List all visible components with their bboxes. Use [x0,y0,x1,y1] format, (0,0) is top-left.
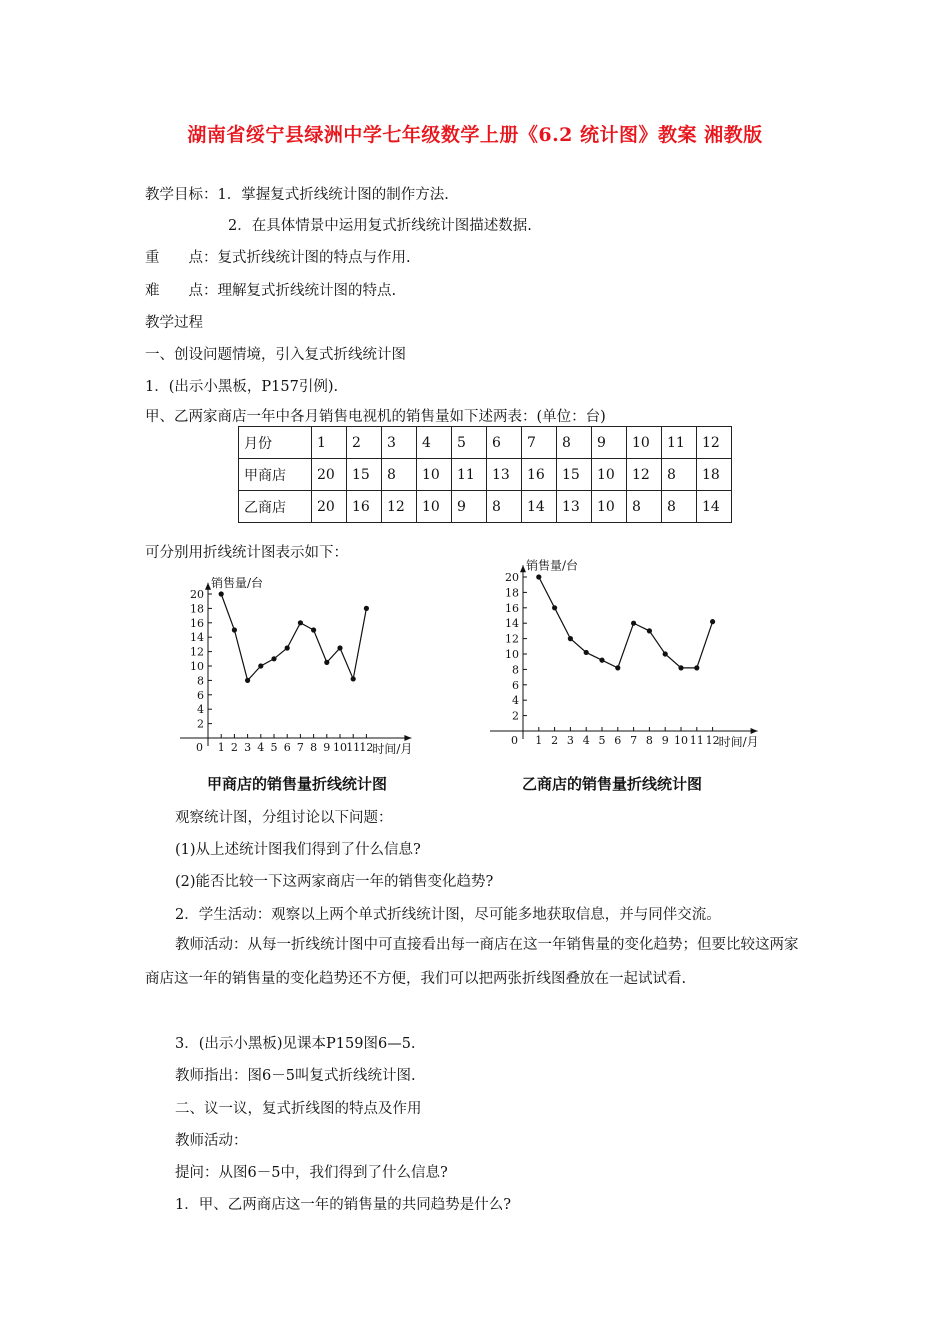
y-tick-label: 4 [197,703,204,717]
data-point [258,663,263,668]
table-header-label: 月份 [239,427,312,459]
teacher-point: 教师指出：图6－5叫复式折线统计图. [175,1068,416,1084]
table-cell: 16 [347,491,382,523]
data-point [552,605,557,610]
data-point [647,628,652,633]
y-tick-label: 12 [505,632,519,646]
data-point [694,665,699,670]
x-tick-label: 4 [582,734,590,747]
table-cell: 11 [452,459,487,491]
x-tick-label: 7 [296,741,304,754]
x-tick-label: 3 [566,734,574,747]
data-point [615,665,620,670]
x-tick-label: 5 [270,741,278,754]
table-cell: 20 [312,459,347,491]
data-point [285,645,290,650]
y-tick-label: 18 [190,602,204,616]
chart-jia-caption: 甲商店的销售量折线统计图 [207,775,388,793]
table-cell: 18 [697,459,732,491]
data-point [568,636,573,641]
table-intro: 甲、乙两家商店一年中各月销售电视机的销售量如下述两表：(单位：台) [145,409,606,425]
data-point [710,619,715,624]
data-point [311,627,316,632]
table-cell: 8 [557,427,592,459]
y-tick-label: 10 [505,648,519,661]
y-tick-label: 16 [190,616,204,630]
y-tick-label: 8 [197,674,204,688]
data-point [219,591,224,596]
table-cell: 16 [522,459,557,491]
x-tick-label: 1 [217,741,225,754]
table-cell: 1 [312,427,347,459]
x-tick-label: 12 [705,734,720,747]
y-tick-label: 10 [190,660,204,673]
question-2: (2)能否比较一下这两家商店一年的销售变化趋势? [175,874,494,890]
y-tick-label: 12 [190,645,204,659]
data-point [337,645,342,650]
x-tick-label: 4 [257,741,265,754]
y-tick-label: 2 [512,709,519,723]
y-tick-label: 16 [505,601,519,615]
table-cell: 10 [627,427,662,459]
y-tick-label: 6 [197,688,204,702]
step-1: 1．(出示小黑板，P157引例). [145,379,339,395]
row-label: 乙商店 [239,491,312,523]
y-tick-label: 14 [190,631,204,645]
sales-table [238,426,732,523]
data-point [536,574,541,579]
x-tick-label: 12 [359,741,374,754]
x-tick-label: 9 [323,741,331,754]
objective-2: 2．在具体情景中运用复式折线统计图描述数据. [228,218,532,234]
question-prompt: 提问：从图6－5中，我们得到了什么信息? [175,1165,448,1181]
table-cell: 9 [592,427,627,459]
table-cell: 13 [557,491,592,523]
x-tick-label: 8 [310,741,318,754]
origin-label: 0 [511,734,518,747]
x-tick-label: 7 [630,734,638,747]
data-point [663,651,668,656]
data-point [631,621,636,626]
table-cell: 12 [382,491,417,523]
y-tick-label: 20 [190,588,204,601]
data-point [364,606,369,611]
x-tick-label: 10 [674,734,688,747]
table-cell: 10 [417,459,452,491]
table-cell: 3 [382,427,417,459]
table-cell: 11 [662,427,697,459]
table-cell: 10 [417,491,452,523]
table-cell: 15 [557,459,592,491]
table-cell: 7 [522,427,557,459]
y-axis-label: 销售量/台 [526,558,579,573]
data-point [245,678,250,683]
x-tick-label: 2 [551,734,559,747]
table-cell: 13 [487,459,522,491]
row-label: 甲商店 [239,459,312,491]
data-point [324,660,329,665]
objectives-line: 教学目标：1．掌握复式折线统计图的制作方法. [145,187,449,203]
series-line [539,577,713,668]
question-common-trend: 1．甲、乙两商店这一年的销售量的共同趋势是什么? [175,1197,511,1213]
section-2-heading: 二、议一议，复式折线图的特点及作用 [175,1101,422,1117]
teacher-activity-2: 教师活动： [175,1133,248,1149]
x-tick-label: 6 [614,734,622,747]
x-tick-label: 8 [645,734,653,747]
table-row [239,491,732,523]
table-cell: 10 [592,491,627,523]
data-point [271,656,276,661]
x-tick-label: 2 [230,741,238,754]
process-heading: 教学过程 [145,315,203,331]
chart-yi-caption: 乙商店的销售量折线统计图 [522,775,703,793]
student-activity: 2．学生活动：观察以上两个单式折线统计图，尽可能多地获取信息，并与同伴交流。 [175,907,721,923]
x-tick-label: 5 [598,734,606,747]
table-cell: 5 [452,427,487,459]
x-tick-label: 3 [244,741,252,754]
y-tick-label: 18 [505,586,519,600]
series-line [221,594,366,680]
x-tick-label: 11 [689,734,704,747]
difficulty: 难 点：理解复式折线统计图的特点. [145,283,397,299]
data-point [678,665,683,670]
table-cell: 10 [592,459,627,491]
x-axis-arrow [751,728,758,734]
table-cell: 8 [382,459,417,491]
table-cell: 6 [487,427,522,459]
table-cell: 2 [347,427,382,459]
x-tick-label: 9 [661,734,669,747]
data-point [599,658,604,663]
origin-label: 0 [196,741,203,754]
x-tick-label: 10 [333,741,347,754]
observe-text: 观察统计图，分组讨论以下问题： [175,810,393,826]
y-tick-label: 6 [512,678,519,692]
table-cell: 12 [627,459,662,491]
table-row [239,459,732,491]
x-tick-label: 1 [535,734,543,747]
question-1: (1)从上述统计图我们得到了什么信息? [175,842,421,858]
y-tick-label: 20 [505,571,519,584]
data-point [584,650,589,655]
x-tick-label: 6 [283,741,291,754]
table-cell: 20 [312,491,347,523]
x-axis-arrow [404,735,411,741]
y-tick-label: 2 [197,717,204,731]
table-header-row [239,427,732,459]
data-point [298,620,303,625]
table-cell: 4 [417,427,452,459]
table-cell: 8 [662,491,697,523]
table-cell: 14 [697,491,732,523]
document-title: 湖南省绥宁县绿洲中学七年级数学上册《6.2 统计图》教案 湘教版 [187,124,763,146]
section-1-heading: 一、创设问题情境，引入复式折线统计图 [145,347,406,363]
table-cell: 8 [627,491,662,523]
x-axis-label: 时间/月 [372,742,413,756]
x-tick-label: 11 [346,741,361,754]
x-axis-label: 时间/月 [718,735,759,749]
chart-yi [490,555,780,760]
step-3: 3．(出示小黑板)见课本P159图6—5. [175,1036,416,1052]
teacher-activity: 教师活动：从每一折线统计图中可直接看出每一商店在这一年销售量的变化趋势；但要比较这两家商店这一年的销售量的变化趋势还不方便，我们可以把两张折线图叠放在一起试试看. [145,937,799,987]
y-tick-label: 14 [505,617,519,631]
y-tick-label: 4 [512,694,519,708]
y-axis-label: 销售量/台 [211,575,264,590]
data-point [232,627,237,632]
table-cell: 15 [347,459,382,491]
chart-jia [180,573,440,763]
table-cell: 8 [487,491,522,523]
table-cell: 8 [662,459,697,491]
y-tick-label: 8 [512,663,519,677]
data-point [351,676,356,681]
table-cell: 14 [522,491,557,523]
table-cell: 12 [697,427,732,459]
key-point: 重 点：复式折线统计图的特点与作用. [145,250,411,266]
chart-intro: 可分别用折线统计图表示如下： [145,545,348,561]
table-cell: 9 [452,491,487,523]
